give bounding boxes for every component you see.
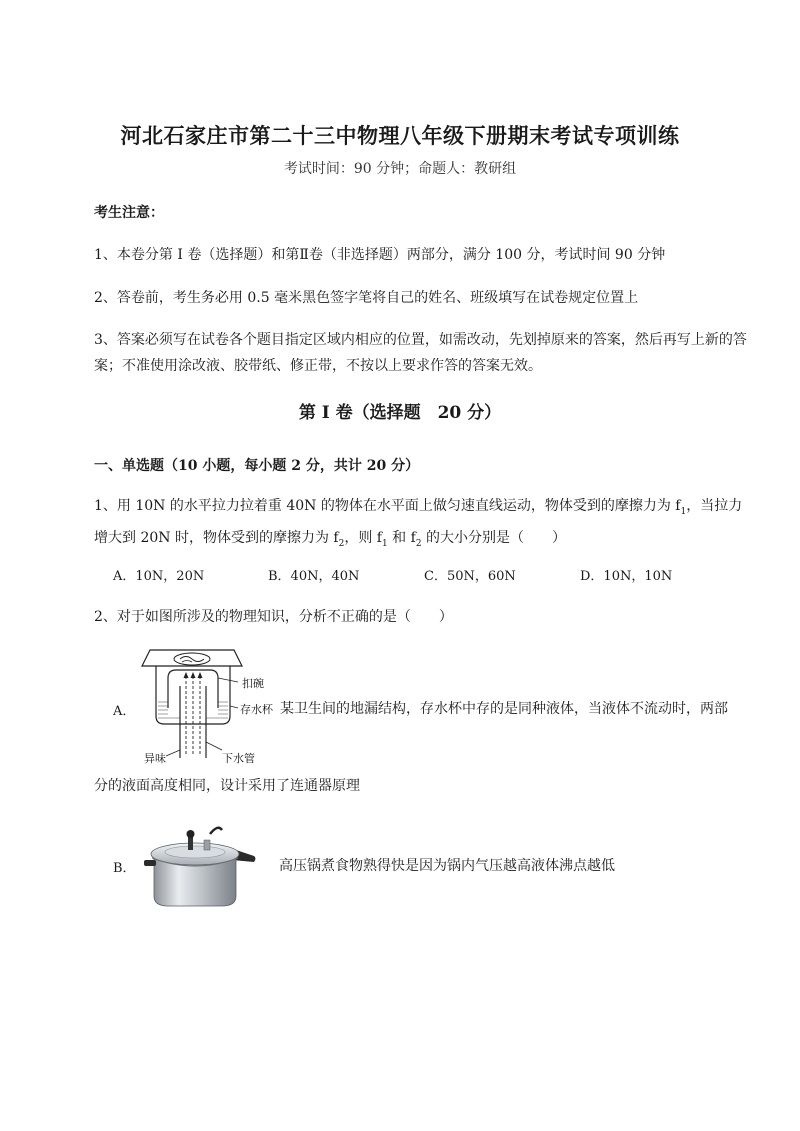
label-odor: 异味 bbox=[144, 752, 166, 765]
q1-option-b: B．40N，40N bbox=[268, 569, 360, 584]
pressure-cooker-image bbox=[140, 818, 258, 910]
label-cup: 存水杯 bbox=[240, 703, 273, 716]
notice-item-3: 3、答案必须写在试卷各个题目指定区域内相应的位置，如需改动，先划掉原来的答案，然后再写上新的答案；不准使用涂改液、胶带纸、修正带，不按以上要求作答的答案无效。 bbox=[94, 332, 747, 374]
q2-option-a-continued: 分的液面高度相同，设计采用了连通器原理 bbox=[94, 778, 360, 794]
q2-option-b-text: 高压锅煮食物熟得快是因为锅内气压越高液体沸点越低 bbox=[279, 858, 615, 874]
q1-option-c: C．50N，60N bbox=[424, 569, 516, 584]
label-bowl: 扣碗 bbox=[242, 677, 264, 690]
exam-info: 考试时间：90 分钟；命题人：教研组 bbox=[283, 161, 517, 177]
part-heading: 一、单选题（10 小题，每小题 2 分，共计 20 分） bbox=[94, 458, 420, 474]
page-title: 河北石家庄市第二十三中物理八年级下册期末考试专项训练 bbox=[120, 123, 680, 148]
notice-heading: 考生注意： bbox=[94, 205, 164, 221]
question-1: 1、用 10N 的水平拉力拉着重 40N 的物体在水平面上做匀速直线运动，物体受到的摩擦力为 $f_1$，当拉力增大到 20N 时，物体受到的摩擦力为 $f_2$，则 $f_1$ 和 $f_2$ 的大小分别是（ ） bbox=[94, 498, 743, 549]
notice-item-1: 1、本卷分第 I 卷（选择题）和第Ⅱ卷（非选择题）两部分，满分 100 分，考试时间 90 分钟 bbox=[94, 247, 666, 263]
section-title: 第 I 卷（选择题 20 分） bbox=[298, 403, 502, 423]
q2-option-a-text: 某卫生间的地漏结构，存水杯中存的是同种液体，当液体不流动时，两部 bbox=[280, 701, 728, 717]
q2-option-a-label: A． bbox=[113, 704, 136, 719]
notice-item-2: 2、答卷前，考生务必用 0.5 毫米黑色签字笔将自己的姓名、班级填写在试卷规定位置上 bbox=[94, 290, 639, 306]
q2-option-b-label: B． bbox=[113, 861, 136, 876]
question-2: 2、对于如图所涉及的物理知识，分析不正确的是（ ） bbox=[94, 609, 453, 625]
label-pipe: 下水管 bbox=[222, 752, 255, 765]
q1-option-d: D．10N，10N bbox=[580, 569, 673, 584]
q1-option-a: A．10N，20N bbox=[113, 569, 205, 584]
floor-drain-diagram bbox=[138, 646, 280, 764]
